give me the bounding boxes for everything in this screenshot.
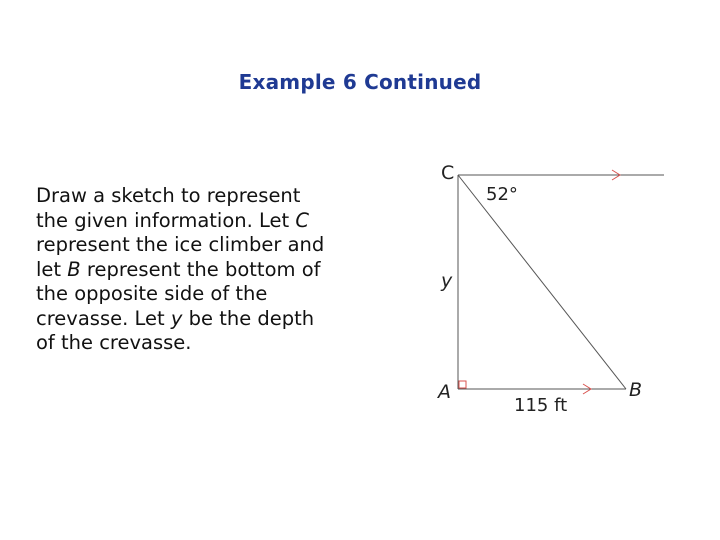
text-line-3: represent the ice climber and (36, 233, 325, 256)
text-segment: crevasse. Let (36, 306, 171, 330)
variable-b: B (67, 257, 81, 281)
right-angle-marker (459, 381, 466, 388)
label-base-length: 115 ft (514, 395, 568, 416)
label-point-b: B (629, 379, 643, 401)
variable-y: y (170, 306, 183, 330)
text-segment: the given information. Let (36, 208, 296, 232)
label-point-a: A (438, 381, 451, 403)
text-line-7: of the crevasse. (36, 331, 192, 354)
text-segment: represent the bottom of (80, 257, 321, 281)
text-line-5: the opposite side of the (36, 282, 268, 305)
text-line-1: Draw a sketch to represent (36, 184, 301, 207)
variable-c: C (295, 208, 310, 232)
text-segment: let (36, 257, 68, 281)
hypotenuse-cb (458, 175, 626, 389)
label-side-y: y (441, 270, 453, 292)
page-title: Example 6 Continued (238, 70, 482, 94)
label-point-c: C (441, 162, 455, 184)
label-angle: 52° (486, 184, 518, 205)
text-segment: be the depth (182, 306, 315, 330)
